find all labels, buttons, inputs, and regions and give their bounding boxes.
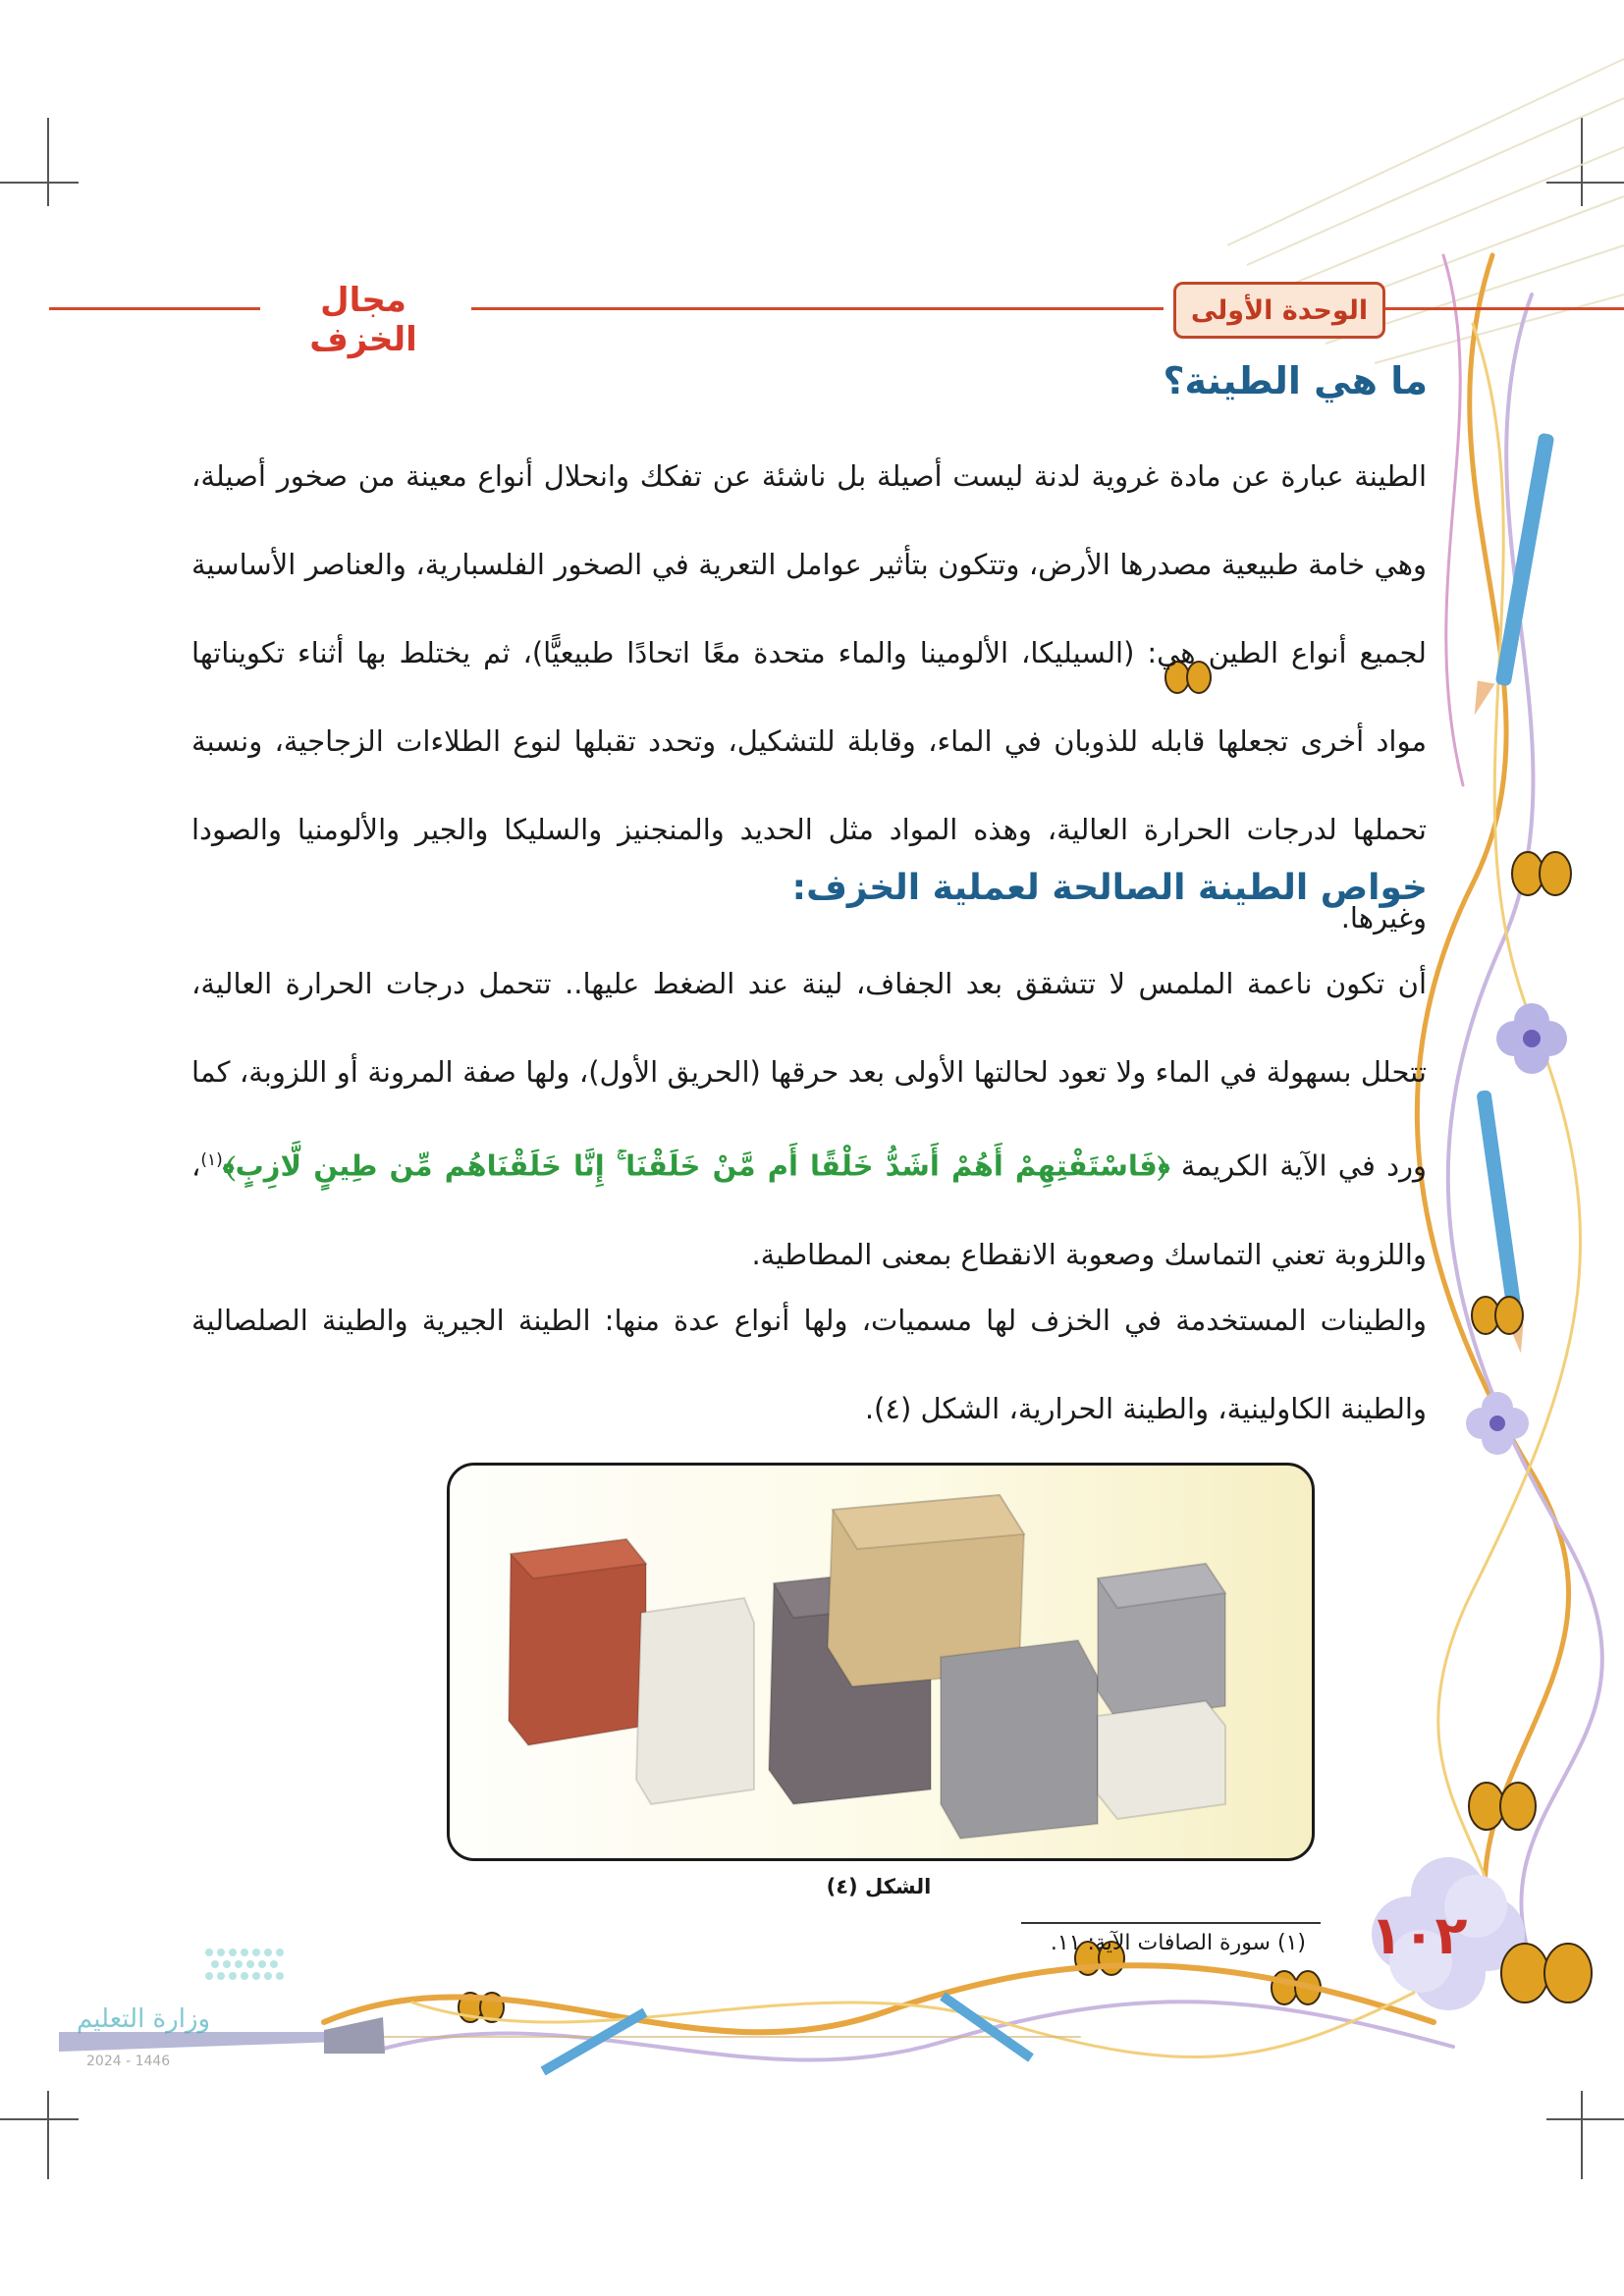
unit-label: الوحدة الأولى	[1190, 294, 1369, 326]
unit-badge	[1173, 282, 1385, 339]
properties-text-end: ، واللزوبة تعني التماسك وصعوبة الانقطاع بمعنى المطاطية.	[191, 1148, 1427, 1271]
header-rule	[1384, 307, 1624, 310]
paragraph-clay-properties	[191, 939, 1427, 1299]
domain-title: مجال الخزف	[309, 281, 417, 359]
clay-blocks-photo	[447, 1463, 1315, 1861]
quran-verse: ﴿فَاسْتَفْتِهِمْ أَهُمْ أَشَدُّ خَلْقًا أَم مَّنْ خَلَقْنَا ۚ إِنَّا خَلَقْنَاهُم مِّن طِينٍ لَّازِبٍ﴾	[222, 1148, 1170, 1183]
header-rule	[49, 307, 260, 310]
footnote-rule	[1021, 1922, 1321, 1924]
footnote: (١) سورة الصافات الآية: ١١.	[1050, 1931, 1306, 1955]
section-heading-what-is-clay: ما هي الطينة؟	[1163, 359, 1428, 402]
header-rule	[471, 307, 1164, 310]
section-heading-clay-properties: خواص الطينة الصالحة لعملية الخزف:	[791, 868, 1428, 908]
paragraph-clay-types: والطينات المستخدمة في الخزف لها مسميات، ولها أنواع عدة منها: الطينة الجيرية والطينة الصلصالية والطينة الكاولينية، والطينة الحرارية، الشكل (٤).	[191, 1304, 1427, 1425]
ministry-year: 2024 - 1446	[86, 2054, 171, 2069]
paragraph-clay-definition: الطينة عبارة عن مادة غروية لدنة ليست أصيلة بل ناشئة عن تفكك وانحلال أنواع معينة من صخور أصيلة، وهي خامة طبيعية مصدرها الأرض، وتتكون بتأثير عوامل التعرية في الصخور الفلسبارية، والعناصر الأساسية لجميع أنواع الطين هي: (السيليكا، الألومينا والماء متحدة معًا اتحادًا طبيعيًّا)، ثم يختلط بها أثناء تكويناتها مواد أخرى تجعلها قابله للذوبان في الماء، وقابلة للتشكيل، وتحدد تقبلها لنوع الطلاءات الزجاجية، ونسبة تحملها لدرجات الحرارة العالية، وهذه المواد مثل الحديد والمنجنيز والسليكا والجير والألومنيا والصودا وغيرها.	[191, 459, 1427, 934]
page-number: ١٠٢	[1370, 1904, 1468, 1966]
footnote-ref: (١)	[200, 1150, 223, 1170]
properties-text: أن تكون ناعمة الملمس لا تتشقق بعد الجفاف، لينة عند الضغط عليها.. تتحمل درجات الحرارة العالية، تتحلل بسهولة في الماء ولا تعود لحالتها الأولى بعد حرقها (الحريق الأول)، ولها صفة المرونة أو اللزوبة، كما ورد في الآية الكريمة	[191, 967, 1427, 1183]
figure-caption: الشكل (٤)	[826, 1875, 932, 1898]
ministry-name: وزارة التعليم	[77, 2004, 211, 2034]
